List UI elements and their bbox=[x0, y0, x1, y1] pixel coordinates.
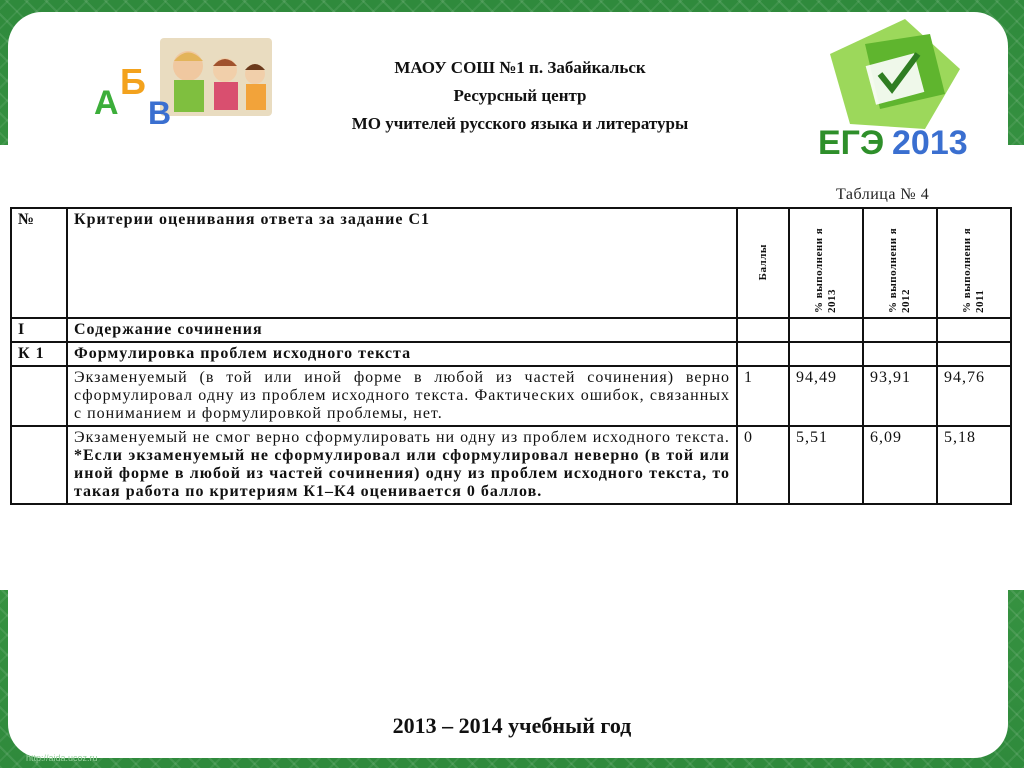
ege-label: ЕГЭ bbox=[818, 124, 885, 159]
header-pct-2013: % выполнени я 2013 bbox=[789, 208, 863, 318]
row-pct-2013: 5,51 bbox=[789, 426, 863, 504]
slide-header bbox=[40, 14, 1000, 159]
header-pct-2012: % выполнени я 2012 bbox=[863, 208, 937, 318]
teachers-association: МО учителей русского языка и литературы bbox=[351, 114, 689, 133]
row-pct-2013: 94,49 bbox=[789, 366, 863, 426]
letter-b: Б bbox=[120, 61, 146, 102]
row-pct-2011: 94,76 bbox=[937, 366, 1011, 426]
criterion-title: Формулировка проблем исходного текста bbox=[67, 342, 737, 366]
table-caption: Таблица № 4 bbox=[836, 186, 930, 203]
letter-v: В bbox=[148, 95, 172, 131]
resource-center: Ресурсный центр bbox=[453, 86, 587, 105]
row-text: Экзаменуемый (в той или иной форме в любой из частей сочинения) верно сформулировал одну из проблем исходного текста. Фактических ошибок, связанных с пониманием и формулировкой проблемы, нет. bbox=[67, 366, 737, 426]
table-row bbox=[11, 426, 1011, 504]
row-text bbox=[67, 426, 737, 504]
row-pct-2011: 5,18 bbox=[937, 426, 1011, 504]
header-num: № bbox=[11, 208, 67, 318]
source-watermark: http://aida.ucoz.ru bbox=[26, 753, 98, 763]
criterion-num: К 1 bbox=[11, 342, 67, 366]
criterion-row bbox=[11, 342, 1011, 366]
table-header-row bbox=[11, 208, 1011, 318]
row-pct-2012: 6,09 bbox=[863, 426, 937, 504]
row-points: 0 bbox=[737, 426, 789, 504]
criteria-table bbox=[10, 207, 1012, 505]
header-pct-2011: % выполнени я 2011 bbox=[937, 208, 1011, 318]
letter-a: А bbox=[94, 84, 119, 122]
section-row bbox=[11, 318, 1011, 342]
school-name: МАОУ СОШ №1 п. Забайкальск bbox=[394, 58, 646, 77]
row-points: 1 bbox=[737, 366, 789, 426]
ege-year: 2013 bbox=[892, 124, 968, 159]
header-points: Баллы bbox=[737, 208, 789, 318]
row-note: *Если экзаменуемый не сформулировал или сформулировал неверно (в той или иной форме в любой из частей сочинения) одну из проблем исходного текста, то такая работа по критериям К1–К4 оценивается 0 баллов. bbox=[74, 447, 730, 500]
section-title: Содержание сочинения bbox=[67, 318, 737, 342]
academic-year: 2013 – 2014 учебный год bbox=[392, 713, 632, 738]
header-criteria: Критерии оценивания ответа за задание С1 bbox=[67, 208, 737, 318]
section-num: I bbox=[11, 318, 67, 342]
row-text-main: Экзаменуемый не смог верно сформулировать ни одну из проблем исходного текста. bbox=[74, 429, 730, 446]
table-row bbox=[11, 366, 1011, 426]
row-pct-2012: 93,91 bbox=[863, 366, 937, 426]
ege-2013-logo bbox=[810, 14, 1000, 159]
